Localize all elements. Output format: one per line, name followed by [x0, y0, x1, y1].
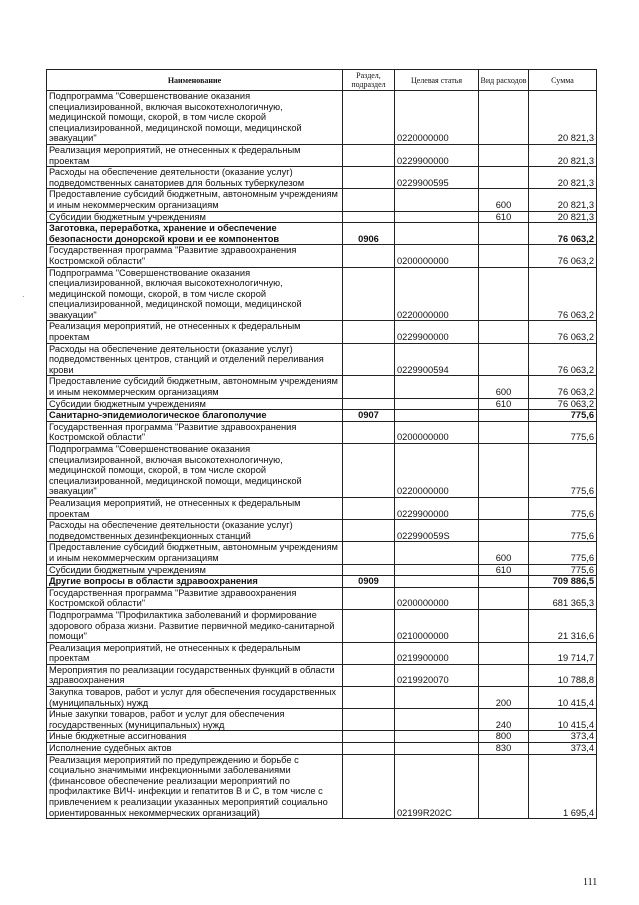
cell-section	[343, 91, 395, 145]
cell-section	[343, 343, 395, 376]
cell-article	[395, 576, 479, 588]
cell-sum: 373,4	[529, 731, 597, 743]
cell-name: Реализация мероприятий по предупреждению и борьбе с социально значимыми инфекционными заболеваниями (финансовое обеспечение реализации мероприятий по профилактике ВИЧ- инфекции и гепатитов В и С, в том числе с привлечением к реализации указанных мероприятий социально ориентированных некоммерческих организаций)	[47, 754, 343, 819]
cell-type	[479, 421, 529, 443]
cell-name: Предоставление субсидий бюджетным, автономным учреждениям и иным некоммерческим организациям	[47, 189, 343, 211]
cell-name: Государственная программа "Развитие здравоохранения Костромской области"	[47, 587, 343, 609]
table-row	[47, 743, 597, 755]
cell-article: 0200000000	[395, 587, 479, 609]
cell-name: Государственная программа "Развитие здравоохранения Костромской области"	[47, 245, 343, 267]
cell-article: 0200000000	[395, 245, 479, 267]
cell-article: 0229900594	[395, 343, 479, 376]
cell-article	[395, 398, 479, 410]
cell-sum: 10 415,4	[529, 709, 597, 731]
cell-article	[395, 223, 479, 245]
table-row	[47, 642, 597, 664]
cell-name: Реализация мероприятий, не отнесенных к федеральным проектам	[47, 497, 343, 519]
cell-name: Подпрограмма "Совершенствование оказания специализированной, включая высокотехнологичную, медицинской помощи, скорой, в том числе скорой специализированной, медицинской помощи, медицинской эвакуации"	[47, 91, 343, 145]
table-row	[47, 91, 597, 145]
table-row	[47, 609, 597, 642]
table-row	[47, 444, 597, 498]
cell-type	[479, 497, 529, 519]
page-number: 111	[583, 877, 598, 888]
scan-artifact: ·	[22, 292, 25, 301]
table-row	[47, 542, 597, 564]
cell-sum: 20 821,3	[529, 91, 597, 145]
cell-type	[479, 664, 529, 686]
cell-sum: 20 821,3	[529, 167, 597, 189]
table-row	[47, 421, 597, 443]
cell-article	[395, 743, 479, 755]
cell-name: Исполнение судебных актов	[47, 743, 343, 755]
cell-type	[479, 343, 529, 376]
cell-section	[343, 421, 395, 443]
cell-sum: 21 316,6	[529, 609, 597, 642]
cell-article: 022990059S	[395, 520, 479, 542]
cell-type: 830	[479, 743, 529, 755]
cell-type: 600	[479, 542, 529, 564]
header-sum: Сумма	[529, 70, 597, 91]
cell-section: 0909	[343, 576, 395, 588]
cell-name: Подпрограмма "Совершенствование оказания специализированной, включая высокотехнологичную, медицинской помощи, скорой, в том числе скорой специализированной, медицинской помощи, медицинской эвакуации"	[47, 444, 343, 498]
cell-section	[343, 587, 395, 609]
cell-section: 0907	[343, 410, 395, 422]
cell-article: 0220000000	[395, 267, 479, 321]
cell-name: Реализация мероприятий, не отнесенных к федеральным проектам	[47, 321, 343, 343]
cell-section	[343, 267, 395, 321]
cell-sum: 775,6	[529, 542, 597, 564]
cell-section	[343, 687, 395, 709]
table-row	[47, 167, 597, 189]
cell-section	[343, 520, 395, 542]
cell-sum: 20 821,3	[529, 144, 597, 166]
budget-table	[46, 69, 597, 819]
cell-sum: 20 821,3	[529, 189, 597, 211]
header-article: Целевая статья	[395, 70, 479, 91]
cell-sum: 76 063,2	[529, 321, 597, 343]
cell-section	[343, 497, 395, 519]
cell-type	[479, 576, 529, 588]
cell-sum: 681 365,3	[529, 587, 597, 609]
cell-type	[479, 520, 529, 542]
cell-name: Заготовка, переработка, хранение и обеспечение безопасности донорской крови и ее компонентов	[47, 223, 343, 245]
cell-sum: 19 714,7	[529, 642, 597, 664]
cell-sum: 775,6	[529, 410, 597, 422]
cell-sum: 10 415,4	[529, 687, 597, 709]
table-row	[47, 189, 597, 211]
table-row	[47, 321, 597, 343]
cell-section	[343, 564, 395, 576]
cell-section	[343, 398, 395, 410]
cell-section	[343, 743, 395, 755]
cell-sum: 76 063,2	[529, 343, 597, 376]
table-row	[47, 587, 597, 609]
cell-type: 610	[479, 398, 529, 410]
cell-sum: 76 063,2	[529, 245, 597, 267]
cell-section	[343, 609, 395, 642]
table-row	[47, 576, 597, 588]
cell-article: 0219920070	[395, 664, 479, 686]
cell-sum: 76 063,2	[529, 398, 597, 410]
table-row	[47, 664, 597, 686]
cell-section	[343, 542, 395, 564]
cell-article: 0229900000	[395, 144, 479, 166]
cell-type: 610	[479, 564, 529, 576]
table-row	[47, 520, 597, 542]
cell-type	[479, 167, 529, 189]
cell-type	[479, 609, 529, 642]
cell-name: Иные закупки товаров, работ и услуг для обеспечения государственных (муниципальных) нужд	[47, 709, 343, 731]
cell-section	[343, 709, 395, 731]
cell-article: 0200000000	[395, 421, 479, 443]
cell-type	[479, 754, 529, 819]
cell-article: 0219900000	[395, 642, 479, 664]
cell-type: 800	[479, 731, 529, 743]
cell-section	[343, 144, 395, 166]
cell-sum: 775,6	[529, 421, 597, 443]
cell-type	[479, 91, 529, 145]
cell-name: Реализация мероприятий, не отнесенных к федеральным проектам	[47, 144, 343, 166]
cell-name: Подпрограмма "Совершенствование оказания специализированной, включая высокотехнологичную, медицинской помощи, скорой, в том числе скорой специализированной, медицинской помощи, медицинской эвакуации"	[47, 267, 343, 321]
cell-article: 0210000000	[395, 609, 479, 642]
cell-sum: 10 788,8	[529, 664, 597, 686]
table-row	[47, 144, 597, 166]
cell-sum: 76 063,2	[529, 267, 597, 321]
cell-article	[395, 410, 479, 422]
cell-sum: 775,6	[529, 497, 597, 519]
cell-name: Государственная программа "Развитие здравоохранения Костромской области"	[47, 421, 343, 443]
cell-type: 240	[479, 709, 529, 731]
cell-name: Расходы на обеспечение деятельности (оказание услуг) подведомственных санаториев для больных туберкулезом	[47, 167, 343, 189]
cell-sum: 775,6	[529, 520, 597, 542]
table-row	[47, 267, 597, 321]
cell-name: Расходы на обеспечение деятельности (оказание услуг) подведомственных центров, станций и отделений переливания крови	[47, 343, 343, 376]
cell-sum: 20 821,3	[529, 211, 597, 223]
cell-name: Мероприятия по реализации государственных функций в области здравоохранения	[47, 664, 343, 686]
table-row	[47, 223, 597, 245]
cell-section	[343, 189, 395, 211]
cell-article: 02199R202С	[395, 754, 479, 819]
cell-name: Иные бюджетные ассигнования	[47, 731, 343, 743]
cell-article: 0220000000	[395, 444, 479, 498]
header-section: Раздел, подраздел	[343, 70, 395, 91]
cell-section	[343, 642, 395, 664]
cell-name: Реализация мероприятий, не отнесенных к федеральным проектам	[47, 642, 343, 664]
cell-article: 0229900595	[395, 167, 479, 189]
cell-article	[395, 542, 479, 564]
cell-sum: 1 695,4	[529, 754, 597, 819]
cell-section	[343, 211, 395, 223]
header-type: Вид расходов	[479, 70, 529, 91]
cell-section	[343, 245, 395, 267]
cell-type	[479, 144, 529, 166]
cell-section	[343, 376, 395, 398]
table-body	[47, 91, 597, 819]
cell-name: Субсидии бюджетным учреждениям	[47, 398, 343, 410]
cell-sum: 76 063,2	[529, 376, 597, 398]
header-name: Наименование	[47, 70, 343, 91]
cell-section	[343, 444, 395, 498]
cell-type: 610	[479, 211, 529, 223]
table-row	[47, 497, 597, 519]
cell-type	[479, 444, 529, 498]
cell-article	[395, 564, 479, 576]
cell-name: Закупка товаров, работ и услуг для обеспечения государственных (муниципальных) нужд	[47, 687, 343, 709]
cell-name: Субсидии бюджетным учреждениям	[47, 211, 343, 223]
cell-type	[479, 642, 529, 664]
cell-type	[479, 245, 529, 267]
cell-type: 600	[479, 376, 529, 398]
cell-article	[395, 731, 479, 743]
cell-section	[343, 321, 395, 343]
table-row	[47, 398, 597, 410]
cell-name: Предоставление субсидий бюджетным, автономным учреждениям и иным некоммерческим организациям	[47, 542, 343, 564]
cell-type: 600	[479, 189, 529, 211]
table-row	[47, 410, 597, 422]
table-row	[47, 211, 597, 223]
table-row	[47, 687, 597, 709]
cell-type	[479, 321, 529, 343]
table-row	[47, 245, 597, 267]
cell-section	[343, 731, 395, 743]
cell-section	[343, 167, 395, 189]
table-row	[47, 564, 597, 576]
cell-type	[479, 410, 529, 422]
cell-type	[479, 587, 529, 609]
table-row	[47, 754, 597, 819]
cell-article: 0229900000	[395, 497, 479, 519]
cell-article: 0220000000	[395, 91, 479, 145]
cell-section	[343, 754, 395, 819]
cell-section	[343, 664, 395, 686]
cell-name: Другие вопросы в области здравоохранения	[47, 576, 343, 588]
table-row	[47, 376, 597, 398]
cell-type	[479, 223, 529, 245]
table-row	[47, 709, 597, 731]
cell-type	[479, 267, 529, 321]
cell-sum: 775,6	[529, 444, 597, 498]
cell-article	[395, 189, 479, 211]
cell-article	[395, 376, 479, 398]
cell-article	[395, 211, 479, 223]
cell-type: 200	[479, 687, 529, 709]
cell-article	[395, 709, 479, 731]
cell-sum: 775,6	[529, 564, 597, 576]
cell-name: Субсидии бюджетным учреждениям	[47, 564, 343, 576]
cell-name: Расходы на обеспечение деятельности (оказание услуг) подведомственных дезинфекционных станций	[47, 520, 343, 542]
table-row	[47, 343, 597, 376]
cell-name: Подпрограмма "Профилактика заболеваний и формирование здорового образа жизни. Развитие первичной медико-санитарной помощи"	[47, 609, 343, 642]
table-header-row	[47, 70, 597, 91]
cell-sum: 76 063,2	[529, 223, 597, 245]
cell-article	[395, 687, 479, 709]
cell-name: Предоставление субсидий бюджетным, автономным учреждениям и иным некоммерческим организациям	[47, 376, 343, 398]
cell-article: 0229900000	[395, 321, 479, 343]
cell-name: Санитарно-эпидемиологическое благополучие	[47, 410, 343, 422]
cell-sum: 709 886,5	[529, 576, 597, 588]
cell-sum: 373,4	[529, 743, 597, 755]
table-row	[47, 731, 597, 743]
cell-section: 0906	[343, 223, 395, 245]
